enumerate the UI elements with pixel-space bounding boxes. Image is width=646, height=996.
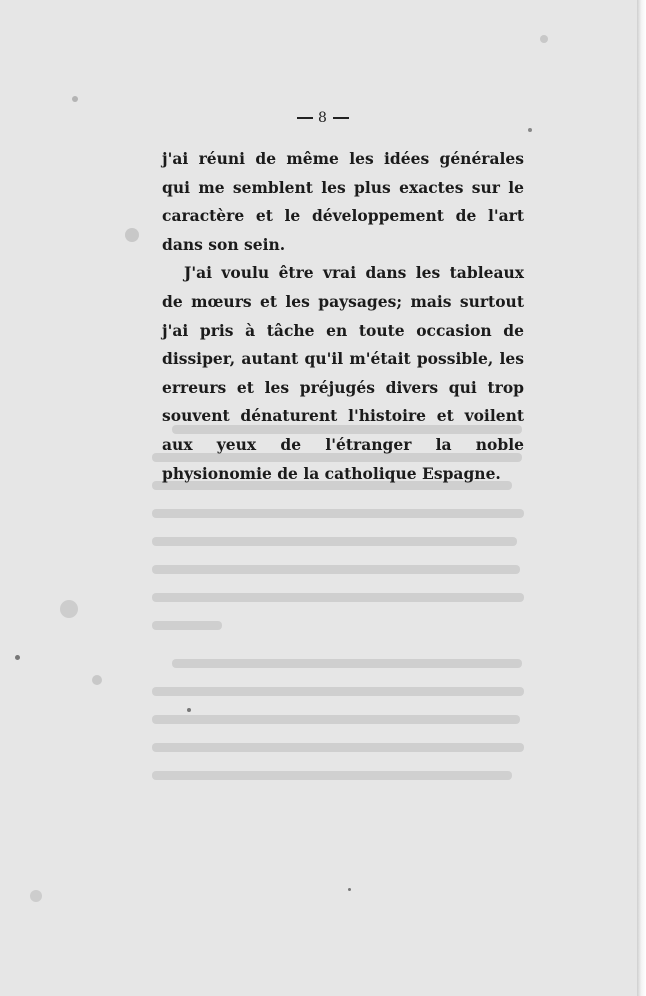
page-number-value: 8 xyxy=(318,110,328,126)
page-number xyxy=(0,110,646,126)
paragraph: J'ai voulu être vrai dans les tableaux de mœurs et les paysages; mais surtout j'ai pris à tâche en toute occasion de dissiper, autant qu'il m'était possible, les erreurs et les préjugés divers qui trop souvent dénaturent l'histoire et voilent aux yeux de l'étranger la noble physionomie de la catholique Espagne. xyxy=(162,263,524,483)
paper-speck xyxy=(92,675,102,685)
paper-speck xyxy=(125,228,139,242)
paper-speck xyxy=(72,96,78,102)
dash-left xyxy=(297,117,313,119)
paragraph: j'ai réuni de même les idées générales qui me semblent les plus exactes sur le caractère et le développement de l'art dans son sein. xyxy=(162,149,524,254)
paper-speck xyxy=(187,708,191,712)
paper-speck xyxy=(15,655,20,660)
dash-right xyxy=(333,117,349,119)
body-text xyxy=(162,145,524,488)
page-edge xyxy=(637,0,646,996)
paper-speck xyxy=(30,890,42,902)
paper-speck xyxy=(60,600,78,618)
paper-speck xyxy=(528,128,532,132)
paper-speck xyxy=(348,888,351,891)
paper-speck xyxy=(540,35,548,43)
